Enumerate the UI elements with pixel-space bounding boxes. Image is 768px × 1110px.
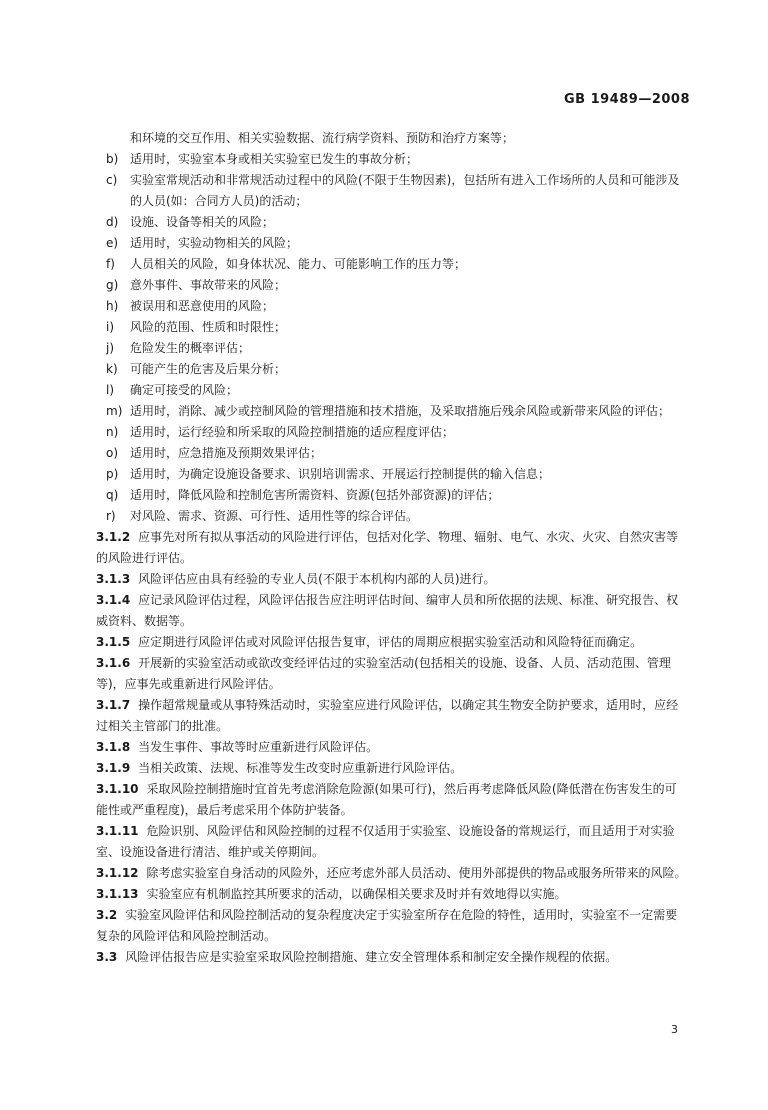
list-item-text: 危险发生的概率评估；: [130, 341, 251, 355]
clause-paragraph: [96, 695, 688, 737]
list-item: [96, 443, 688, 464]
list-item-marker: d): [106, 215, 119, 229]
list-item-text: 意外事件、事故带来的风险；: [130, 278, 287, 292]
clause-list: [96, 527, 688, 968]
clause-number: 3.1.9: [96, 761, 131, 775]
clause-text: 操作超常规量或从事特殊活动时，实验室应进行风险评估，以确定其生物安全防护要求，适用时，应经过相关主管部门的批准。: [96, 698, 679, 733]
list-item-marker: k): [106, 362, 118, 376]
list-item-text: 适用时，运行经验和所采取的风险控制措施的适应程度评估；: [130, 425, 455, 439]
clause-text: 风险评估应由具有经验的专业人员(不限于本机构内部的人员)进行。: [138, 572, 496, 586]
clause-text: 采取风险控制措施时宜首先考虑消除危险源(如果可行)，然后再考虑降低风险(降低潜在伤害发生的可能性或严重程度)，最后考虑采用个体防护装备。: [96, 782, 677, 817]
list-item: [96, 506, 688, 527]
clause-paragraph: [96, 947, 688, 968]
clause-text: 除考虑实验室自身活动的风险外，还应考虑外部人员活动、使用外部提供的物品或服务所带来的风险。: [146, 866, 687, 880]
clause-text: 应事先对所有拟从事活动的风险进行评估，包括对化学、物理、辐射、电气、水灾、火灾、自然灾害等的风险进行评估。: [96, 530, 679, 565]
clause-text: 应定期进行风险评估或对风险评估报告复审，评估的周期应根据实验室活动和风险特征而确定。: [138, 635, 643, 649]
list-item: [96, 422, 688, 443]
clause-paragraph: [96, 590, 688, 632]
list-item-text: 实验室常规活动和非常规活动过程中的风险(不限于生物因素)，包括所有进入工作场所的人员和可能涉及的人员(如：合同方人员)的活动；: [130, 173, 680, 208]
clause-number: 3.1.10: [96, 782, 139, 796]
clause-text: 实验室应有机制监控其所要求的活动，以确保相关要求及时并有效地得以实施。: [146, 887, 567, 901]
list-item: [96, 380, 688, 401]
list-item-marker: j): [106, 341, 115, 355]
clause-paragraph: [96, 863, 688, 884]
clause-number: 3.1.5: [96, 635, 131, 649]
risk-factor-list: [96, 149, 688, 527]
clause-paragraph: [96, 737, 688, 758]
list-item-text: 适用时，实验室本身或相关实验室已发生的事故分析；: [130, 152, 419, 166]
list-item: [96, 485, 688, 506]
list-item-text: 适用时，为确定设施设备要求、识别培训需求、开展运行控制提供的输入信息；: [130, 467, 551, 481]
clause-number: 3.1.2: [96, 530, 131, 544]
list-item-marker: r): [106, 509, 116, 523]
clause-number: 3.1.12: [96, 866, 139, 880]
list-item: [96, 338, 688, 359]
clause-paragraph: [96, 884, 688, 905]
clause-text: 开展新的实验室活动或欲改变经评估过的实验室活动(包括相关的设施、设备、人员、活动范围、管理等)，应事先或重新进行风险评估。: [96, 656, 671, 691]
list-item-text: 人员相关的风险，如身体状况、能力、可能影响工作的压力等；: [130, 257, 467, 271]
clause-paragraph: [96, 527, 688, 569]
clause-text: 风险评估报告应是实验室采取风险控制措施、建立安全管理体系和制定安全操作规程的依据。: [125, 950, 618, 964]
list-item-text: 对风险、需求、资源、可行性、适用性等的综合评估。: [130, 509, 419, 523]
clause-paragraph: [96, 632, 688, 653]
clause-number: 3.1.4: [96, 593, 131, 607]
list-item-marker: h): [106, 299, 119, 313]
list-item: [96, 170, 688, 212]
list-item-marker: e): [106, 236, 119, 250]
list-item-marker: p): [106, 467, 119, 481]
standard-code: GB 19489—2008: [563, 92, 690, 107]
list-item-marker: n): [106, 425, 119, 439]
clause-number: 3.1.3: [96, 572, 131, 586]
list-item-marker: m): [106, 404, 123, 418]
clause-text: 当发生事件、事故等时应重新进行风险评估。: [138, 740, 379, 754]
page-number: 3: [671, 1023, 678, 1036]
clause-number: 3.1.7: [96, 698, 131, 712]
clause-text: 实验室风险评估和风险控制活动的复杂程度决定于实验室所存在危险的特性，适用时，实验室不一定需要复杂的风险评估和风险控制活动。: [96, 908, 678, 943]
list-item-text: 可能产生的危害及后果分析；: [130, 362, 287, 376]
clause-paragraph: [96, 821, 688, 863]
clause-number: 3.1.6: [96, 656, 131, 670]
list-item-marker: f): [106, 257, 115, 271]
clause-text: 当相关政策、法规、标准等发生改变时应重新进行风险评估。: [138, 761, 463, 775]
list-item: [96, 254, 688, 275]
list-item-marker: b): [106, 152, 119, 166]
list-item: [96, 464, 688, 485]
clause-text: 应记录风险评估过程，风险评估报告应注明评估时间、编审人员和所依据的法规、标准、研究报告、权威资料、数据等。: [96, 593, 679, 628]
list-item-marker: l): [106, 383, 115, 397]
list-item: [96, 149, 688, 170]
clause-paragraph: [96, 905, 688, 947]
list-item-marker: o): [106, 446, 119, 460]
clause-number: 3.1.11: [96, 824, 139, 838]
list-item: [96, 233, 688, 254]
clause-paragraph: [96, 569, 688, 590]
list-item: [96, 212, 688, 233]
continuation-line: 和环境的交互作用、相关实验数据、流行病学资料、预防和治疗方案等；: [130, 131, 515, 145]
list-item-marker: q): [106, 488, 119, 502]
list-item-text: 适用时，降低风险和控制危害所需资料、资源(包括外部资源)的评估；: [130, 488, 500, 502]
list-item: [96, 359, 688, 380]
clause-number: 3.3: [96, 950, 118, 964]
list-item-text: 风险的范围、性质和时限性；: [130, 320, 287, 334]
list-item: [96, 275, 688, 296]
clause-text: 危险识别、风险评估和风险控制的过程不仅适用于实验室、设施设备的常规运行，而且适用于对实验室、设施设备进行清洁、维护或关停期间。: [96, 824, 675, 859]
list-item: [96, 317, 688, 338]
document-body: [96, 128, 688, 968]
list-item-marker: g): [106, 278, 119, 292]
list-item-marker: i): [106, 320, 115, 334]
clause-paragraph: [96, 758, 688, 779]
list-item-marker: c): [106, 173, 118, 187]
clause-number: 3.1.8: [96, 740, 131, 754]
clause-number: 3.2: [96, 908, 118, 922]
list-item: [96, 296, 688, 317]
list-item-text: 适用时，消除、减少或控制风险的管理措施和技术措施，及采取措施后残余风险或新带来风险的评估；: [130, 404, 671, 418]
list-item-text: 被误用和恶意使用的风险；: [130, 299, 275, 313]
clause-number: 3.1.13: [96, 887, 139, 901]
list-item: [96, 401, 688, 422]
clause-paragraph: [96, 779, 688, 821]
list-item-text: 适用时，应急措施及预期效果评估；: [130, 446, 323, 460]
list-item-text: 确定可接受的风险；: [130, 383, 239, 397]
list-item-text: 设施、设备等相关的风险；: [130, 215, 275, 229]
list-item-text: 适用时，实验动物相关的风险；: [130, 236, 299, 250]
clause-paragraph: [96, 653, 688, 695]
